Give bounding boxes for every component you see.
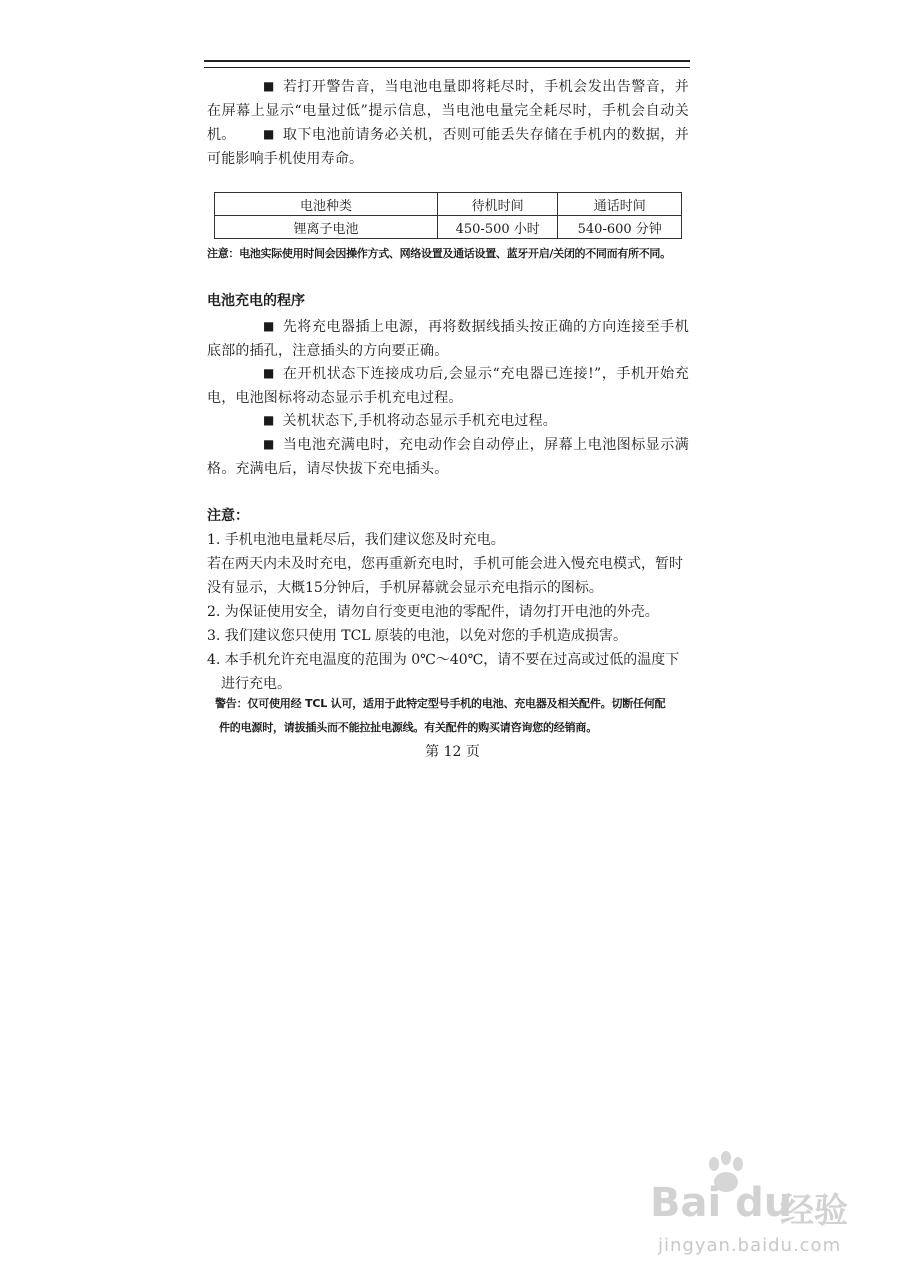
charging-step-1 — [207, 314, 689, 363]
watermark-brand-cn: 经验 — [780, 1191, 848, 1231]
header-rule — [204, 60, 690, 68]
note-item-1: 1. 手机电池电量耗尽后，我们建议您及时充电。 — [207, 532, 505, 548]
watermark-url: jingyan.baidu.com — [658, 1235, 842, 1256]
page-number: 第 12 页 — [425, 744, 480, 760]
baidu-jingyan-watermark — [640, 1150, 890, 1275]
battery-table — [214, 192, 682, 239]
warning-line-2: 件的电源时，请拔插头而不能拉扯电源线。有关配件的购买请咨询您的经销商。 — [219, 721, 597, 734]
watermark-brand: Bai du — [650, 1180, 793, 1226]
table-header-row — [215, 193, 682, 216]
table-header-cell: 待机时间 — [437, 193, 558, 216]
intro-paragraph-2 — [207, 122, 689, 171]
intro-text-1: 若打开警告音，当电池电量即将耗尽时，手机会发出告警音，并在屏幕上显示“电量过低”提示信息，当电池电量完全耗尽时，手机会自动关机。 — [207, 79, 689, 143]
table-row — [215, 216, 682, 239]
table-cell: 锂离子电池 — [215, 216, 438, 239]
charging-step-4 — [207, 432, 689, 481]
table-header-cell: 通话时间 — [558, 193, 682, 216]
note-item-1-detail: 若在两天内未及时充电，您再重新充电时，手机可能会进入慢充电模式，暂时没有显示，大概15分钟后，手机屏幕就会显示充电指示的图标。 — [207, 556, 683, 596]
charging-step-text: 关机状态下,手机将动态显示手机充电过程。 — [282, 413, 557, 429]
table-cell: 540-600 分钟 — [558, 216, 682, 239]
note-item-2: 2. 为保证使用安全，请勿自行变更电池的零配件，请勿打开电池的外壳。 — [207, 604, 659, 620]
charging-heading: 电池充电的程序 — [207, 293, 305, 309]
charging-step-3 — [207, 408, 689, 433]
warning-line-1: 警告：仅可使用经 TCL 认可，适用于此特定型号手机的电池、充电器及相关配件。切断任何配 — [215, 697, 666, 710]
charging-step-text: 当电池充满电时，充电动作会自动停止，屏幕上电池图标显示满格。充满电后，请尽快拔下充电插头。 — [207, 437, 689, 477]
warning-block — [215, 692, 690, 740]
intro-text-2: 取下电池前请务必关机，否则可能丢失存储在手机内的数据，并可能影响手机使用寿命。 — [207, 127, 689, 167]
bullet-square-icon: ■ — [263, 319, 275, 333]
table-note: 注意：电池实际使用时间会因操作方式、网络设置及通话设置、蓝牙开启/关闭的不同而有所不同。 — [207, 247, 671, 260]
charging-step-text: 在开机状态下连接成功后,会显示“充电器已连接!”，手机开始充电，电池图标将动态显示手机充电过程。 — [207, 366, 689, 406]
bullet-square-icon: ■ — [263, 413, 275, 427]
notes-heading: 注意： — [207, 508, 249, 524]
bullet-square-icon: ■ — [263, 127, 275, 141]
note-item-4: 4. 本手机允许充电温度的范围为 0℃～40℃，请不要在过高或过低的温度下进行充电。 — [207, 652, 680, 692]
note-item-3: 3. 我们建议您只使用 TCL 原装的电池，以免对您的手机造成损害。 — [207, 628, 628, 644]
charging-step-2 — [207, 361, 689, 410]
charging-step-text: 先将充电器插上电源，再将数据线插头按正确的方向连接至手机底部的插孔，注意插头的方向要正确。 — [207, 319, 689, 359]
table-header-cell: 电池种类 — [215, 193, 438, 216]
table-cell: 450-500 小时 — [437, 216, 558, 239]
bullet-square-icon: ■ — [263, 366, 275, 380]
bullet-square-icon: ■ — [263, 79, 275, 93]
bullet-square-icon: ■ — [263, 437, 275, 451]
